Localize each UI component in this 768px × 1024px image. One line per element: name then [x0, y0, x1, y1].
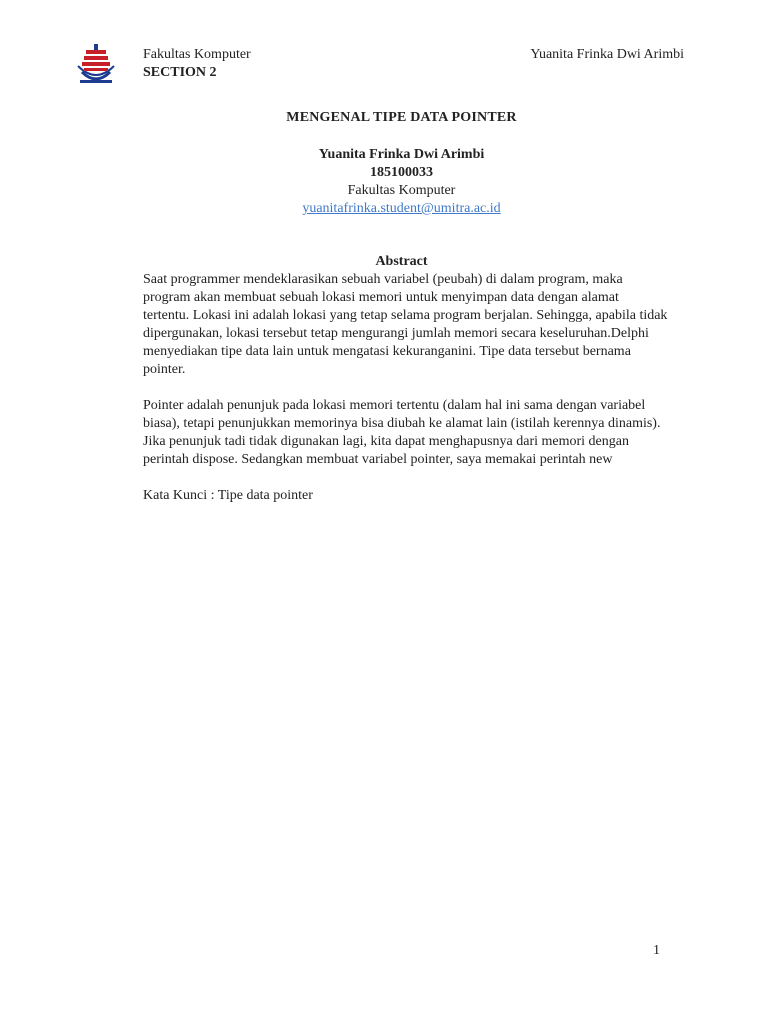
abstract-keywords: Kata Kunci : Tipe data pointer	[143, 488, 313, 503]
author-nim: 185100033	[370, 165, 433, 180]
author-name: Yuanita Frinka Dwi Arimbi	[318, 147, 485, 162]
abstract-body	[143, 271, 668, 523]
author-block	[0, 146, 768, 218]
author-faculty: Fakultas Komputer	[347, 183, 456, 198]
page-number: 1	[653, 943, 660, 958]
header-author: Yuanita Frinka Dwi Arimbi	[530, 47, 684, 62]
header-left	[143, 46, 251, 82]
abstract-heading: Abstract	[375, 254, 428, 269]
header-section: SECTION 2	[143, 65, 217, 80]
author-email-link[interactable]: yuanitafrinka.student@umitra.ac.id	[302, 201, 501, 216]
abstract-paragraph-2: Pointer adalah penunjuk pada lokasi memori tertentu (dalam hal ini sama dengan variabel biasa), tetapi penunjukkan memorinya bisa diubah ke alamat lain (istilah kerennya dinamis). Jika penunjuk tadi tidak digunakan lagi, kita dapat menghapusnya dari memori dengan perintah dispose. Sedangkan membuat variabel pointer, saya memakai perintah new	[143, 398, 661, 467]
abstract-paragraph-1: Saat programmer mendeklarasikan sebuah variabel (peubah) di dalam program, maka program akan membuat sebuah lokasi memori untuk menyimpan data dengan alamat tertentu. Lokasi ini adalah lokasi yang tetap selama program berjalan. Sehingga, apabila tidak dipergunakan, lokasi tersebut tetap mengurangi jumlah memori secara keseluruhan.Delphi menyediakan tipe data lain untuk mengatasi kekuranganini. Tipe data tersebut bernama pointer.	[143, 272, 668, 377]
header-faculty: Fakultas Komputer	[143, 47, 251, 62]
university-logo	[72, 42, 120, 86]
paper-title: MENGENAL TIPE DATA POINTER	[286, 110, 517, 125]
